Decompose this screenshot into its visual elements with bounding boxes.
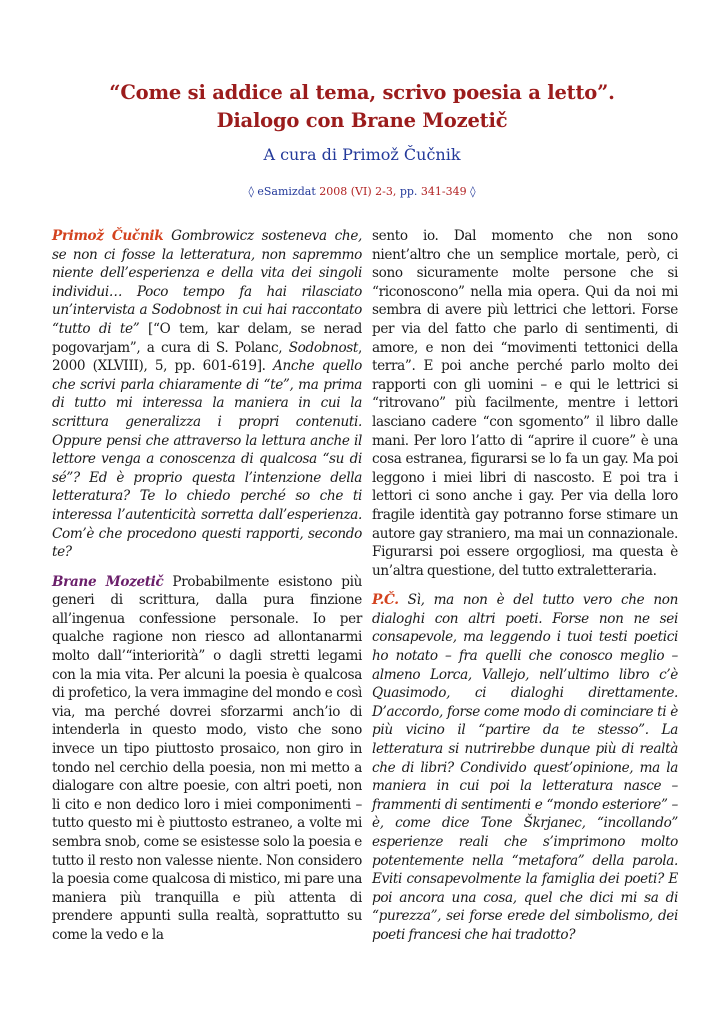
speaker-mozetic: Brane Mozetič xyxy=(52,573,164,590)
question-1-reference-end: , 2000 (XLVIII), 5, pp. 601-619]. xyxy=(52,339,362,375)
citation-volume: 2008 (VI) 2-3, xyxy=(315,185,400,198)
question-1-text-a: Gombrowicz sosteneva che, se non ci fosse la letteratura, non sapremmo niente dell’esperienza e della vita dei singoli individui… Poco tempo fa hai rilasciato un’intervista a Sodobnost in cui hai raccontato “tutto di te” xyxy=(52,228,362,337)
question-1-text-b: Anche quello che scrivi parla chiaramente di “te”, ma prima di tutto mi interessa la maniera in cui la scrittura generalizza i propri contenuti. Oppure pensi che attraverso la lettura anche il lettore venga a conoscenza di qualcosa “su di sé”? Ed è proprio questa l’intenzione della letteratura? Te lo chiedo perché so che ti interessa l’autenticità sorretta dall’esperienza. Com’è che procedono questi rapporti, secondo te? xyxy=(52,358,362,561)
answer-1-text: Probabilmente esistono più generi di scrittura, dalla pura finzione all’ingenua confessione personale. Io per qualche ragione non riesco ad allontanarmi molto dall’“interiorità” o dagli stretti legami con la mia vita. Per alcuni la poesia è qualcosa di profetico, la vera immagine del mondo e così via, ma perché dovrei sforzarmi anch’io di intenderla in questo modo, visto che sono invece un tipo piuttosto prosaico, non giro in tondo nel cerchio della poesia, non mi metto a dialogare con altre poesie, con altri poeti, non li cito e non dedico loro i miei componimenti – tutto questo mi è piuttosto estraneo, a volte mi sembra snob, come se esistesse solo la poesia e tutto il resto non valesse niente. Non considero la poesia come qualcosa di mistico, mi pare una maniera più tranquilla e più attenta di prendere appunti sulla realtà, soprattutto su come la vedo e la xyxy=(52,573,362,943)
citation-pages: 341-349 xyxy=(417,185,471,198)
right-column xyxy=(372,227,678,956)
byline: A cura di Primož Čučnik xyxy=(263,145,461,164)
answer-1-continued: sento io. Dal momento che non sono nient’altro che un semplice mortale, però, ci sono sicuramente molte persone che si “riconoscono” nella mia opera. Qui da noi mi sembra di avere più lettrici che lettori. Forse per via del fatto che parlo di sentimenti, di amore, e non dei “movimenti tettonici della terra”. E poi anche perché parlo molto dei rapporti con gli uomini – e qui le lettrici si “ritrovano” più facilmente, mentre i lettori lasciano cadere “con sgomento” il libro dalle mani. Per loro l’atto di “aprire il cuore” è una cosa estranea, figurarsi se lo fa un gay. Ma poi leggono i miei libri di nascosto. E poi tra i lettori ci sono anche i gay. Per via della loro fragile identità gay potranno forse stimare un autore gay straniero, ma mai un connazionale. Figurarsi poi essere orgogliosi, ma questa è un’altra questione, del tutto extraletteraria. xyxy=(372,228,678,579)
question-2-text: Sì, ma non è del tutto vero che non dialoghi con altri poeti. Forse non ne sei consapevole, ma leggendo i tuoi testi poetici ho notato – fra quelli che conosco meglio – almeno Lorca, Vallejo, nell’ultimo libro c’è Quasimodo, ci dialoghi direttamente. D’accordo, forse come modo di cominciare ti è più vicino il “partire da te stesso”. La letteratura si nutrirebbe dunque più di realtà che di libri? Condivido quest’opinione, ma la maniera in cui poi la letteratura nasce – frammenti di sentimenti e “mondo esteriore” – è, come dice Tone Škrjanec, “incollando” esperienze reali che s’imprimono molto potentemente nella “metafora” della parola. Eviti consapevolmente la famiglia dei poeti? E poi ancora una cosa, quel che dici mi sa di “purezza”, sei forse erede del simbolismo, dei poeti francesi che hai tradotto? xyxy=(372,592,678,943)
question-1-reference-journal: Sodobnost xyxy=(288,339,359,356)
citation-pp: pp. xyxy=(399,185,418,198)
question-1 xyxy=(52,227,362,562)
title-line-2: Dialogo con Brane Mozetič xyxy=(216,109,508,132)
citation-close: ◊ xyxy=(470,185,476,198)
speaker-pc: P.Č. xyxy=(372,592,399,609)
question-1-reference: [“O tem, kar delam, se nerad pogovarjam”, a cura di S. Polanc, xyxy=(52,320,362,356)
question-2 xyxy=(372,591,678,944)
article-title xyxy=(0,79,724,135)
citation xyxy=(0,184,724,200)
citation-open: ◊ xyxy=(248,185,258,198)
title-line-1: “Come si addice al tema, scrivo poesia a letto”. xyxy=(109,81,615,104)
speaker-cucnik: Primož Čučnik xyxy=(52,228,164,244)
citation-journal: eSamizdat xyxy=(257,185,316,198)
answer-1 xyxy=(52,573,362,945)
left-column xyxy=(52,227,362,956)
